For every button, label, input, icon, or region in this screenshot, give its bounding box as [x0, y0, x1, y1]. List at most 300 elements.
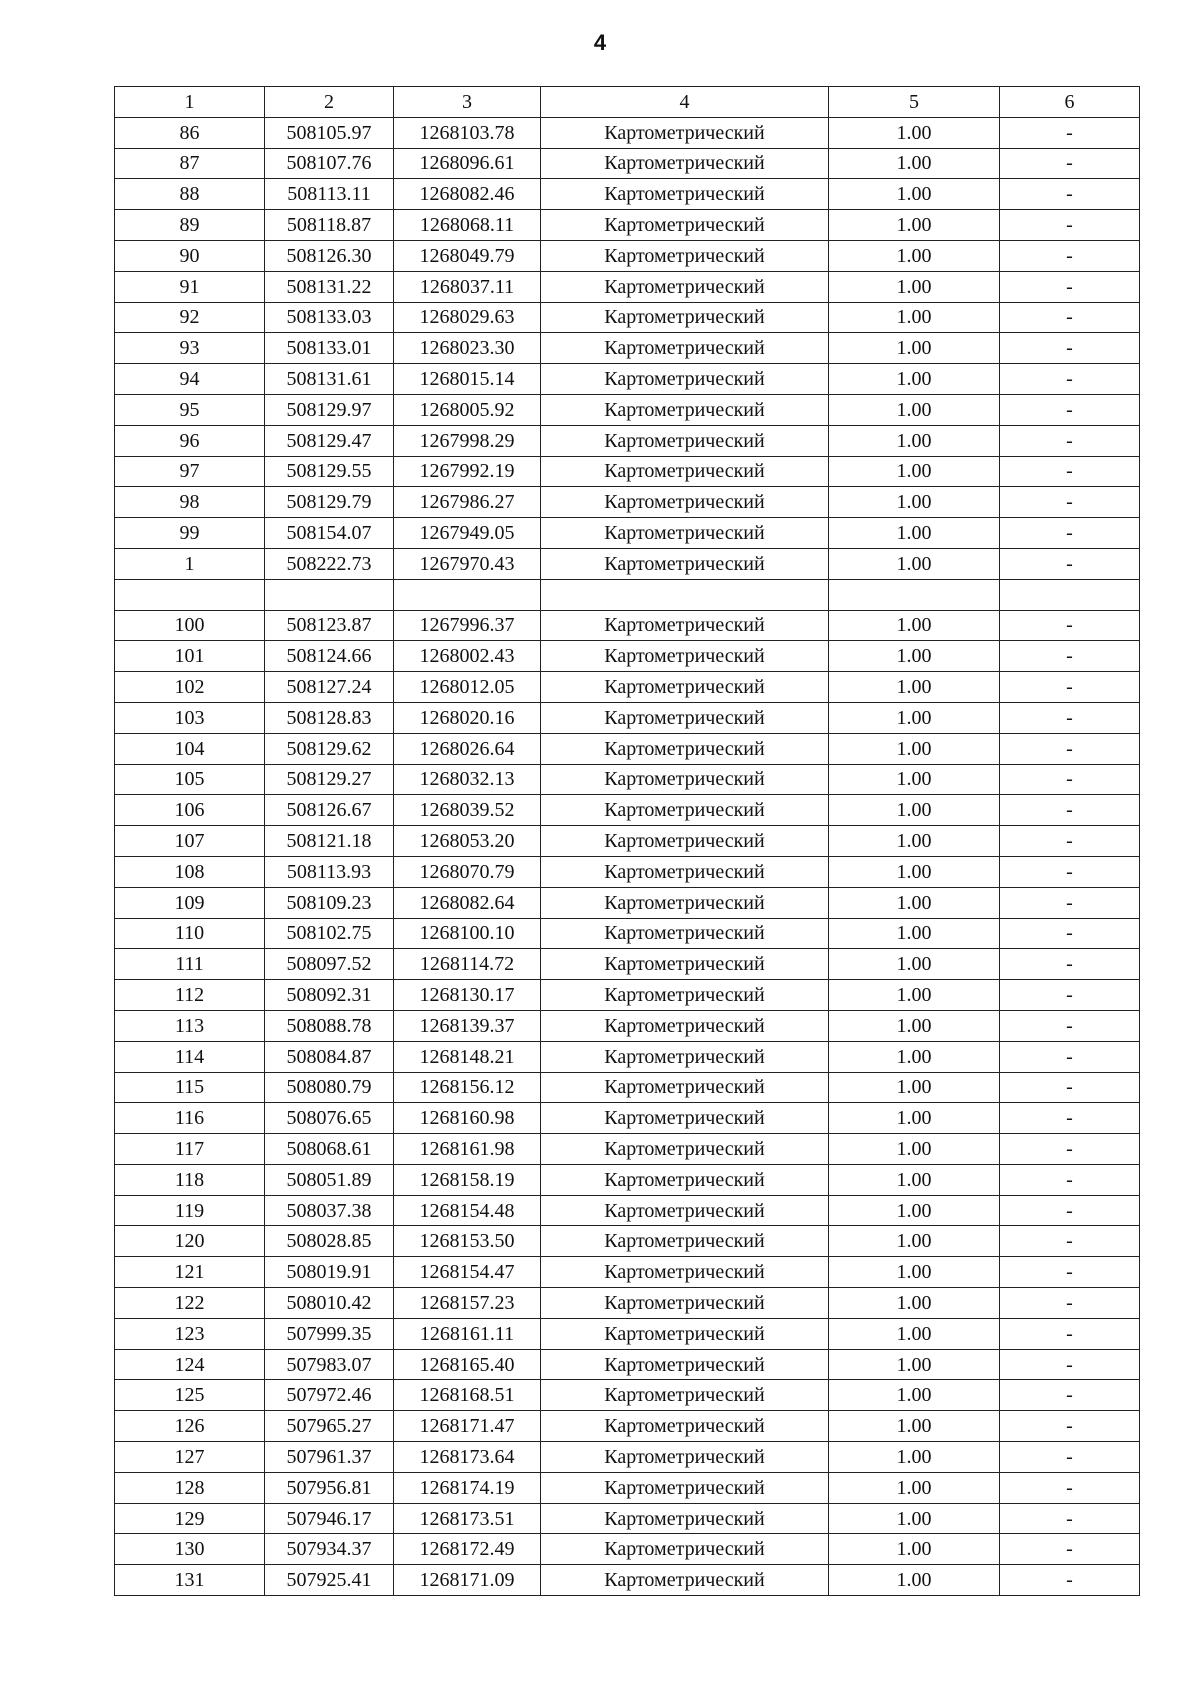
- accuracy-cell: 1.00: [829, 702, 1000, 733]
- point-number-cell: 100: [115, 610, 265, 641]
- point-number-cell: 114: [115, 1041, 265, 1072]
- accuracy-cell: 1.00: [829, 1134, 1000, 1165]
- x-coordinate-cell: 508113.11: [265, 179, 394, 210]
- y-coordinate-cell: 1268002.43: [394, 641, 541, 672]
- point-number-cell: 115: [115, 1072, 265, 1103]
- point-number-cell: 125: [115, 1380, 265, 1411]
- table-row: [115, 364, 1140, 395]
- column-header-1: 1: [115, 87, 265, 118]
- table-row: [115, 795, 1140, 826]
- x-coordinate-cell: 508088.78: [265, 1010, 394, 1041]
- accuracy-cell: 1.00: [829, 1503, 1000, 1534]
- note-cell: -: [1000, 179, 1140, 210]
- y-coordinate-cell: 1268160.98: [394, 1103, 541, 1134]
- table-row: [115, 1072, 1140, 1103]
- note-cell: -: [1000, 1503, 1140, 1534]
- method-cell: Картометрический: [541, 918, 829, 949]
- note-cell: -: [1000, 364, 1140, 395]
- table-row: [115, 240, 1140, 271]
- y-coordinate-cell: 1268157.23: [394, 1288, 541, 1319]
- point-number-cell: 88: [115, 179, 265, 210]
- y-coordinate-cell: 1268171.47: [394, 1411, 541, 1442]
- table-row: [115, 1380, 1140, 1411]
- point-number-cell: 96: [115, 425, 265, 456]
- y-coordinate-cell: 1268168.51: [394, 1380, 541, 1411]
- table-row: [115, 641, 1140, 672]
- note-cell: -: [1000, 1380, 1140, 1411]
- y-coordinate-cell: 1268068.11: [394, 210, 541, 241]
- table-body: [115, 117, 1140, 1595]
- method-cell: Картометрический: [541, 856, 829, 887]
- y-coordinate-cell: 1267996.37: [394, 610, 541, 641]
- note-cell: -: [1000, 240, 1140, 271]
- table-row: [115, 1226, 1140, 1257]
- method-cell: Картометрический: [541, 210, 829, 241]
- x-coordinate-cell: 508121.18: [265, 826, 394, 857]
- x-coordinate-cell: 508076.65: [265, 1103, 394, 1134]
- point-number-cell: 108: [115, 856, 265, 887]
- point-number-cell: 92: [115, 302, 265, 333]
- note-cell: -: [1000, 826, 1140, 857]
- table-row: [115, 1195, 1140, 1226]
- table-row: [115, 394, 1140, 425]
- table-row: [115, 1010, 1140, 1041]
- note-cell: -: [1000, 949, 1140, 980]
- method-cell: Картометрический: [541, 240, 829, 271]
- y-coordinate-cell: 1267986.27: [394, 487, 541, 518]
- method-cell: Картометрический: [541, 1534, 829, 1565]
- accuracy-cell: 1.00: [829, 271, 1000, 302]
- point-number-cell: 120: [115, 1226, 265, 1257]
- method-cell: Картометрический: [541, 672, 829, 703]
- table-row: [115, 1442, 1140, 1473]
- note-cell: -: [1000, 1010, 1140, 1041]
- column-header-6: 6: [1000, 87, 1140, 118]
- method-cell: Картометрический: [541, 1380, 829, 1411]
- point-number-cell: 124: [115, 1349, 265, 1380]
- note-cell: -: [1000, 1565, 1140, 1596]
- accuracy-cell: 1.00: [829, 1195, 1000, 1226]
- method-cell: Картометрический: [541, 333, 829, 364]
- table-row: [115, 1411, 1140, 1442]
- point-number-cell: 130: [115, 1534, 265, 1565]
- table-row: [115, 1134, 1140, 1165]
- method-cell: Картометрический: [541, 1195, 829, 1226]
- column-header-5: 5: [829, 87, 1000, 118]
- x-coordinate-cell: 508019.91: [265, 1257, 394, 1288]
- table-row: [115, 1565, 1140, 1596]
- point-number-cell: 107: [115, 826, 265, 857]
- method-cell: Картометрический: [541, 1226, 829, 1257]
- point-number-cell: 129: [115, 1503, 265, 1534]
- x-coordinate-cell: 508131.61: [265, 364, 394, 395]
- x-coordinate-cell: 508102.75: [265, 918, 394, 949]
- x-coordinate-cell: 508107.76: [265, 148, 394, 179]
- y-coordinate-cell: 1268165.40: [394, 1349, 541, 1380]
- x-coordinate-cell: 508109.23: [265, 887, 394, 918]
- table-row: [115, 1472, 1140, 1503]
- method-cell: Картометрический: [541, 980, 829, 1011]
- note-cell: -: [1000, 210, 1140, 241]
- method-cell: Картометрический: [541, 487, 829, 518]
- point-number-cell: 90: [115, 240, 265, 271]
- method-cell: Картометрический: [541, 764, 829, 795]
- x-coordinate-cell: 507925.41: [265, 1565, 394, 1596]
- y-coordinate-cell: 1268039.52: [394, 795, 541, 826]
- note-cell: -: [1000, 1288, 1140, 1319]
- accuracy-cell: 1.00: [829, 918, 1000, 949]
- y-coordinate-cell: 1268172.49: [394, 1534, 541, 1565]
- accuracy-cell: 1.00: [829, 394, 1000, 425]
- point-number-cell: 98: [115, 487, 265, 518]
- table-row: [115, 856, 1140, 887]
- y-coordinate-cell: 1268015.14: [394, 364, 541, 395]
- note-cell: -: [1000, 1164, 1140, 1195]
- table-row: [115, 1349, 1140, 1380]
- method-cell: Картометрический: [541, 1318, 829, 1349]
- column-header-3: 3: [394, 87, 541, 118]
- accuracy-cell: 1.00: [829, 887, 1000, 918]
- point-number-cell: 112: [115, 980, 265, 1011]
- note-cell: -: [1000, 148, 1140, 179]
- table-row: [115, 918, 1140, 949]
- note-cell: -: [1000, 702, 1140, 733]
- y-coordinate-cell: 1268032.13: [394, 764, 541, 795]
- note-cell: -: [1000, 1103, 1140, 1134]
- note-cell: -: [1000, 856, 1140, 887]
- x-coordinate-cell: 507946.17: [265, 1503, 394, 1534]
- method-cell: Картометрический: [541, 641, 829, 672]
- note-cell: -: [1000, 1072, 1140, 1103]
- accuracy-cell: 1.00: [829, 1442, 1000, 1473]
- method-cell: Картометрический: [541, 1010, 829, 1041]
- accuracy-cell: 1.00: [829, 1565, 1000, 1596]
- accuracy-cell: 1.00: [829, 980, 1000, 1011]
- point-number-cell: 119: [115, 1195, 265, 1226]
- y-coordinate-cell: 1268020.16: [394, 702, 541, 733]
- x-coordinate-cell: 508128.83: [265, 702, 394, 733]
- method-cell: Картометрический: [541, 518, 829, 549]
- y-coordinate-cell: 1268114.72: [394, 949, 541, 980]
- page-number: 4: [593, 30, 607, 55]
- accuracy-cell: 1.00: [829, 1257, 1000, 1288]
- method-cell: Картометрический: [541, 1411, 829, 1442]
- method-cell: Картометрический: [541, 610, 829, 641]
- y-coordinate-cell: 1268158.19: [394, 1164, 541, 1195]
- method-cell: Картометрический: [541, 117, 829, 148]
- note-cell: [1000, 579, 1140, 610]
- column-header-4: 4: [541, 87, 829, 118]
- y-coordinate-cell: 1268139.37: [394, 1010, 541, 1041]
- y-coordinate-cell: 1268154.48: [394, 1195, 541, 1226]
- note-cell: -: [1000, 1195, 1140, 1226]
- accuracy-cell: 1.00: [829, 1164, 1000, 1195]
- point-number-cell: 95: [115, 394, 265, 425]
- method-cell: [541, 579, 829, 610]
- y-coordinate-cell: 1268026.64: [394, 733, 541, 764]
- point-number-cell: 1: [115, 548, 265, 579]
- table-row: [115, 1288, 1140, 1319]
- table-row: [115, 210, 1140, 241]
- accuracy-cell: 1.00: [829, 456, 1000, 487]
- accuracy-cell: 1.00: [829, 240, 1000, 271]
- point-number-cell: 123: [115, 1318, 265, 1349]
- accuracy-cell: 1.00: [829, 949, 1000, 980]
- y-coordinate-cell: 1268103.78: [394, 117, 541, 148]
- accuracy-cell: 1.00: [829, 548, 1000, 579]
- point-number-cell: 106: [115, 795, 265, 826]
- point-number-cell: 105: [115, 764, 265, 795]
- x-coordinate-cell: 508084.87: [265, 1041, 394, 1072]
- note-cell: -: [1000, 1442, 1140, 1473]
- note-cell: -: [1000, 795, 1140, 826]
- accuracy-cell: 1.00: [829, 764, 1000, 795]
- x-coordinate-cell: [265, 579, 394, 610]
- method-cell: Картометрический: [541, 425, 829, 456]
- note-cell: -: [1000, 1349, 1140, 1380]
- method-cell: Картометрический: [541, 1103, 829, 1134]
- table-row: [115, 271, 1140, 302]
- point-number-cell: 104: [115, 733, 265, 764]
- table-row: [115, 579, 1140, 610]
- y-coordinate-cell: 1267992.19: [394, 456, 541, 487]
- note-cell: -: [1000, 425, 1140, 456]
- note-cell: -: [1000, 302, 1140, 333]
- accuracy-cell: 1.00: [829, 179, 1000, 210]
- point-number-cell: 110: [115, 918, 265, 949]
- y-coordinate-cell: 1268082.64: [394, 887, 541, 918]
- note-cell: -: [1000, 1226, 1140, 1257]
- x-coordinate-cell: 508129.27: [265, 764, 394, 795]
- accuracy-cell: 1.00: [829, 610, 1000, 641]
- method-cell: Картометрический: [541, 1134, 829, 1165]
- y-coordinate-cell: 1268037.11: [394, 271, 541, 302]
- table-row: [115, 1257, 1140, 1288]
- x-coordinate-cell: 508105.97: [265, 117, 394, 148]
- x-coordinate-cell: 508123.87: [265, 610, 394, 641]
- x-coordinate-cell: 508028.85: [265, 1226, 394, 1257]
- table-row: [115, 1503, 1140, 1534]
- point-number-cell: 87: [115, 148, 265, 179]
- y-coordinate-cell: 1268174.19: [394, 1472, 541, 1503]
- table-row: [115, 672, 1140, 703]
- method-cell: Картометрический: [541, 1164, 829, 1195]
- note-cell: -: [1000, 518, 1140, 549]
- note-cell: -: [1000, 918, 1140, 949]
- table-row: [115, 702, 1140, 733]
- table-row: [115, 456, 1140, 487]
- x-coordinate-cell: 508133.03: [265, 302, 394, 333]
- x-coordinate-cell: 508126.30: [265, 240, 394, 271]
- table-row: [115, 1318, 1140, 1349]
- y-coordinate-cell: 1268161.11: [394, 1318, 541, 1349]
- method-cell: Картометрический: [541, 887, 829, 918]
- y-coordinate-cell: 1268153.50: [394, 1226, 541, 1257]
- point-number-cell: 99: [115, 518, 265, 549]
- x-coordinate-cell: 508222.73: [265, 548, 394, 579]
- x-coordinate-cell: 508092.31: [265, 980, 394, 1011]
- x-coordinate-cell: 508037.38: [265, 1195, 394, 1226]
- x-coordinate-cell: 508129.97: [265, 394, 394, 425]
- method-cell: Картометрический: [541, 1072, 829, 1103]
- accuracy-cell: 1.00: [829, 641, 1000, 672]
- table-row: [115, 1041, 1140, 1072]
- x-coordinate-cell: 507983.07: [265, 1349, 394, 1380]
- note-cell: -: [1000, 1472, 1140, 1503]
- x-coordinate-cell: 507956.81: [265, 1472, 394, 1503]
- note-cell: -: [1000, 1534, 1140, 1565]
- note-cell: -: [1000, 117, 1140, 148]
- table-row: [115, 733, 1140, 764]
- note-cell: -: [1000, 487, 1140, 518]
- point-number-cell: 128: [115, 1472, 265, 1503]
- note-cell: -: [1000, 887, 1140, 918]
- point-number-cell: 102: [115, 672, 265, 703]
- y-coordinate-cell: 1268161.98: [394, 1134, 541, 1165]
- point-number-cell: 121: [115, 1257, 265, 1288]
- method-cell: Картометрический: [541, 1442, 829, 1473]
- accuracy-cell: 1.00: [829, 1041, 1000, 1072]
- method-cell: Картометрический: [541, 1257, 829, 1288]
- method-cell: Картометрический: [541, 302, 829, 333]
- point-number-cell: 91: [115, 271, 265, 302]
- accuracy-cell: 1.00: [829, 1010, 1000, 1041]
- y-coordinate-cell: 1267970.43: [394, 548, 541, 579]
- x-coordinate-cell: 508068.61: [265, 1134, 394, 1165]
- accuracy-cell: 1.00: [829, 1072, 1000, 1103]
- accuracy-cell: 1.00: [829, 148, 1000, 179]
- y-coordinate-cell: 1268070.79: [394, 856, 541, 887]
- note-cell: -: [1000, 394, 1140, 425]
- note-cell: -: [1000, 980, 1140, 1011]
- method-cell: Картометрический: [541, 271, 829, 302]
- x-coordinate-cell: 508080.79: [265, 1072, 394, 1103]
- table-row: [115, 949, 1140, 980]
- point-number-cell: 93: [115, 333, 265, 364]
- y-coordinate-cell: 1267949.05: [394, 518, 541, 549]
- table-row: [115, 302, 1140, 333]
- accuracy-cell: 1.00: [829, 1349, 1000, 1380]
- point-number-cell: [115, 579, 265, 610]
- method-cell: Картометрический: [541, 1565, 829, 1596]
- note-cell: -: [1000, 672, 1140, 703]
- x-coordinate-cell: 508051.89: [265, 1164, 394, 1195]
- method-cell: Картометрический: [541, 949, 829, 980]
- note-cell: -: [1000, 1318, 1140, 1349]
- x-coordinate-cell: 508113.93: [265, 856, 394, 887]
- x-coordinate-cell: 507965.27: [265, 1411, 394, 1442]
- accuracy-cell: 1.00: [829, 487, 1000, 518]
- y-coordinate-cell: 1268023.30: [394, 333, 541, 364]
- method-cell: Картометрический: [541, 826, 829, 857]
- y-coordinate-cell: 1268100.10: [394, 918, 541, 949]
- note-cell: -: [1000, 1411, 1140, 1442]
- table-row: [115, 610, 1140, 641]
- table-row: [115, 1164, 1140, 1195]
- table-row: [115, 333, 1140, 364]
- point-number-cell: 109: [115, 887, 265, 918]
- point-number-cell: 111: [115, 949, 265, 980]
- table-row: [115, 425, 1140, 456]
- table-header: [115, 87, 1140, 118]
- point-number-cell: 122: [115, 1288, 265, 1319]
- x-coordinate-cell: 507934.37: [265, 1534, 394, 1565]
- method-cell: Картометрический: [541, 548, 829, 579]
- method-cell: Картометрический: [541, 394, 829, 425]
- x-coordinate-cell: 508131.22: [265, 271, 394, 302]
- accuracy-cell: 1.00: [829, 210, 1000, 241]
- note-cell: -: [1000, 1041, 1140, 1072]
- method-cell: Картометрический: [541, 148, 829, 179]
- x-coordinate-cell: 508129.62: [265, 733, 394, 764]
- point-number-cell: 116: [115, 1103, 265, 1134]
- point-number-cell: 131: [115, 1565, 265, 1596]
- note-cell: -: [1000, 333, 1140, 364]
- point-number-cell: 101: [115, 641, 265, 672]
- y-coordinate-cell: 1268049.79: [394, 240, 541, 271]
- point-number-cell: 97: [115, 456, 265, 487]
- method-cell: Картометрический: [541, 1349, 829, 1380]
- x-coordinate-cell: 508129.55: [265, 456, 394, 487]
- y-coordinate-cell: 1268171.09: [394, 1565, 541, 1596]
- accuracy-cell: 1.00: [829, 364, 1000, 395]
- point-number-cell: 118: [115, 1164, 265, 1195]
- point-number-cell: 127: [115, 1442, 265, 1473]
- method-cell: Картометрический: [541, 456, 829, 487]
- table-row: [115, 764, 1140, 795]
- note-cell: -: [1000, 610, 1140, 641]
- table-row: [115, 179, 1140, 210]
- note-cell: -: [1000, 1134, 1140, 1165]
- y-coordinate-cell: 1268096.61: [394, 148, 541, 179]
- y-coordinate-cell: 1268130.17: [394, 980, 541, 1011]
- accuracy-cell: [829, 579, 1000, 610]
- note-cell: -: [1000, 456, 1140, 487]
- table-row: [115, 487, 1140, 518]
- x-coordinate-cell: 508124.66: [265, 641, 394, 672]
- x-coordinate-cell: 508127.24: [265, 672, 394, 703]
- x-coordinate-cell: 508129.79: [265, 487, 394, 518]
- accuracy-cell: 1.00: [829, 795, 1000, 826]
- accuracy-cell: 1.00: [829, 333, 1000, 364]
- accuracy-cell: 1.00: [829, 425, 1000, 456]
- table-row: [115, 1103, 1140, 1134]
- method-cell: Картометрический: [541, 1503, 829, 1534]
- y-coordinate-cell: 1268029.63: [394, 302, 541, 333]
- method-cell: Картометрический: [541, 795, 829, 826]
- x-coordinate-cell: 507972.46: [265, 1380, 394, 1411]
- header-row: [115, 87, 1140, 118]
- accuracy-cell: 1.00: [829, 518, 1000, 549]
- y-coordinate-cell: 1268156.12: [394, 1072, 541, 1103]
- method-cell: Картометрический: [541, 1041, 829, 1072]
- accuracy-cell: 1.00: [829, 733, 1000, 764]
- method-cell: Картометрический: [541, 733, 829, 764]
- x-coordinate-cell: 508126.67: [265, 795, 394, 826]
- y-coordinate-cell: 1268173.51: [394, 1503, 541, 1534]
- y-coordinate-cell: 1268173.64: [394, 1442, 541, 1473]
- x-coordinate-cell: 507999.35: [265, 1318, 394, 1349]
- note-cell: -: [1000, 764, 1140, 795]
- table-row: [115, 518, 1140, 549]
- table-row: [115, 1534, 1140, 1565]
- note-cell: -: [1000, 1257, 1140, 1288]
- accuracy-cell: 1.00: [829, 672, 1000, 703]
- table-row: [115, 548, 1140, 579]
- note-cell: -: [1000, 733, 1140, 764]
- accuracy-cell: 1.00: [829, 117, 1000, 148]
- accuracy-cell: 1.00: [829, 1226, 1000, 1257]
